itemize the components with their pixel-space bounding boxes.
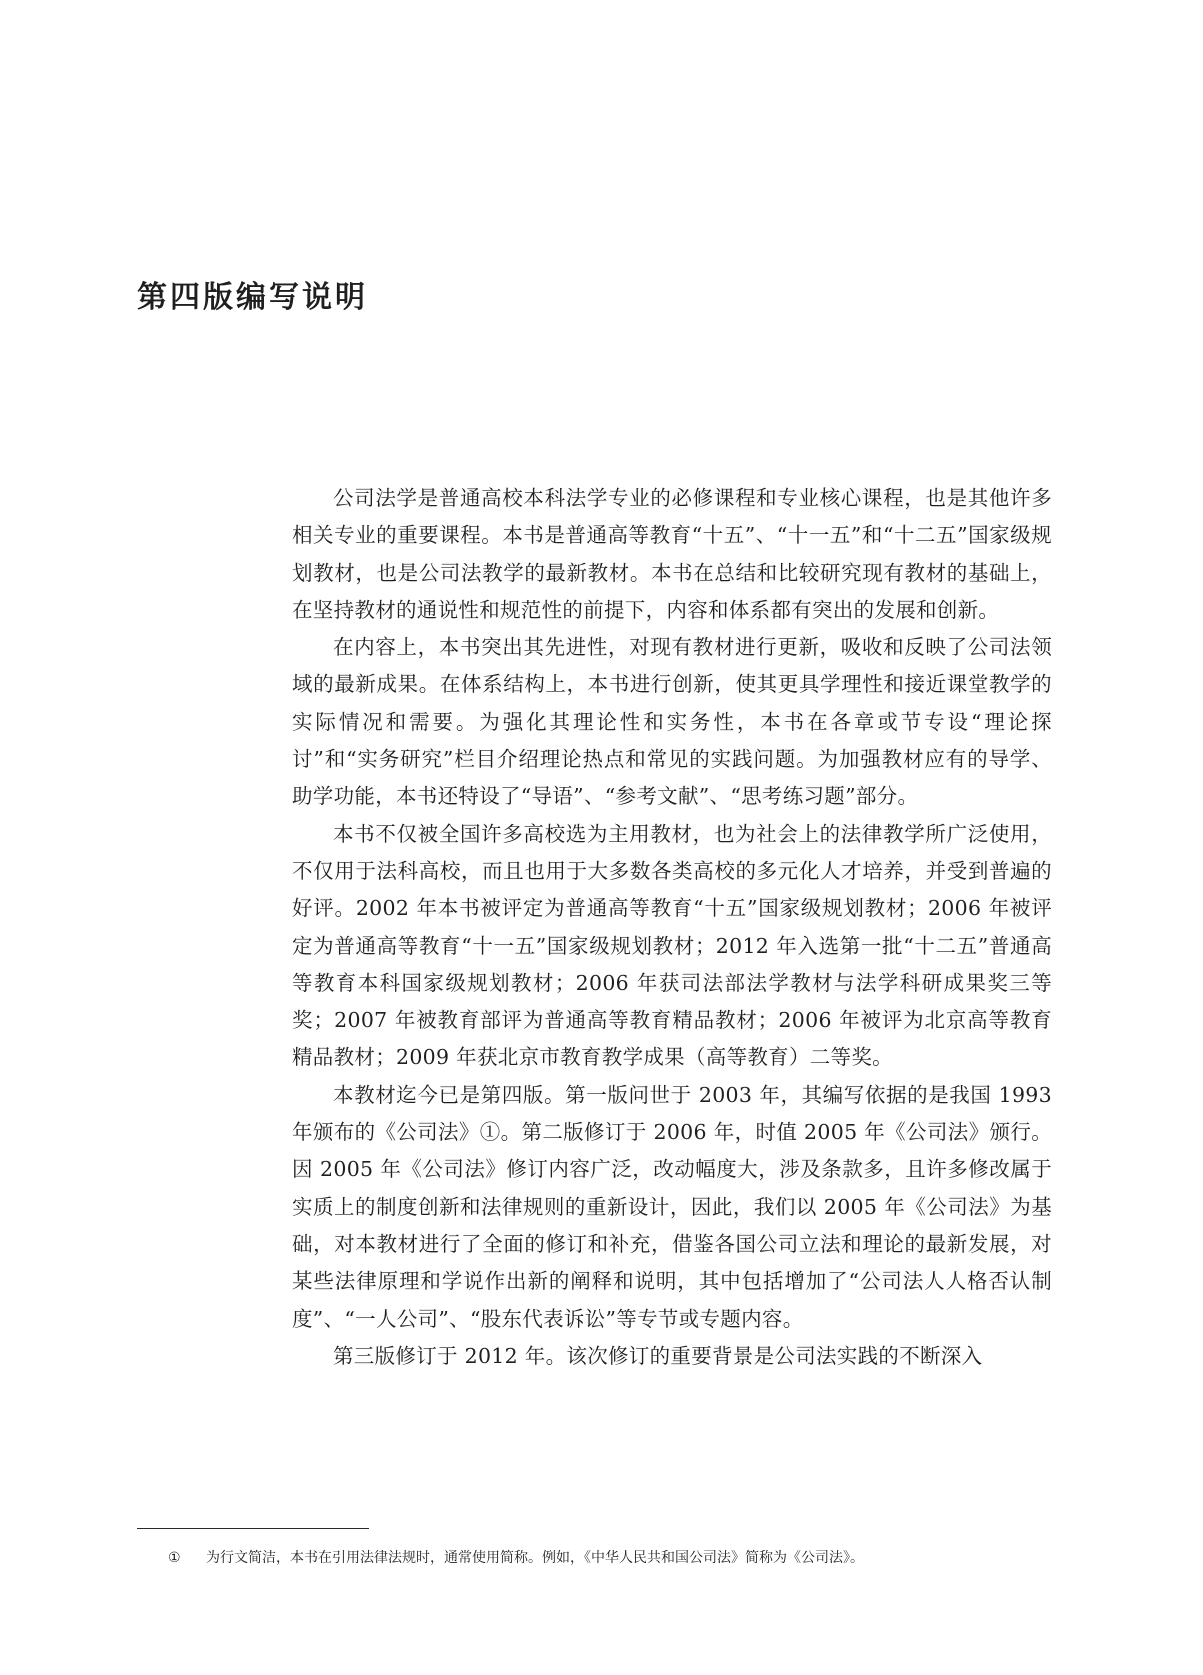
page-title: 第四版编写说明 [137, 280, 368, 315]
paragraph-5: 第三版修订于 2012 年。该次修订的重要背景是公司法实践的不断深入 [333, 1343, 983, 1368]
paragraph-1: 公司法学是普通高校本科法学专业的必修课程和专业核心课程，也是其他许多相关专业的重要课程。本书是普通高等教育“十五”、“十一五”和“十二五”国家级规划教材，也是公司法教学的最新教材。本书在总结和比较研究现有教材的基础上，在坚持教材的通说性和规范性的前提下，内容和体系都有突出的发展和创新。 [292, 486, 1052, 622]
paragraph-4: 本教材迄今已是第四版。第一版问世于 2003 年，其编写依据的是我国 1993 年颁布的《公司法》①。第二版修订于 2006 年，时值 2005 年《公司法》颁行。因 2005 年《公司法》修订内容广泛，改动幅度大，涉及条款多，且许多修改属于实质上的制度创新和法律规则的重新设计，因此，我们以 2005 年《公司法》为基础，对本教材进行了全面的修订和补充，借鉴各国公司立法和理论的最新发展，对某些法律原理和学说作出新的阐释和说明，其中包括增加了“公司法人人格否认制度”、“一人公司”、“股东代表诉讼”等专节或专题内容。 [292, 1082, 1052, 1331]
footnote-marker: ① [168, 1550, 181, 1566]
paragraph-3: 本书不仅被全国许多高校选为主用教材，也为社会上的法律教学所广泛使用，不仅用于法科高校，而且也用于大多数各类高校的多元化人才培养，并受到普遍的好评。2002 年本书被评定为普通高等教育“十五”国家级规划教材；2006 年被评定为普通高等教育“十一五”国家级规划教材；2012 年入选第一批“十二五”普通高等教育本科国家级规划教材；2006 年获司法部法学教材与法学科研成果奖三等奖；2007 年被教育部评为普通高等教育精品教材；2006 年被评为北京高等教育精品教材；2009 年获北京市教育教学成果（高等教育）二等奖。 [292, 821, 1052, 1070]
footnote-text: 为行文简洁，本书在引用法律法规时，通常使用简称。例如，《中华人民共和国公司法》简称为《公司法》。 [206, 1550, 864, 1566]
footnote [168, 1548, 1068, 1568]
footnote-divider [137, 1528, 369, 1529]
body-text [292, 480, 1052, 1375]
paragraph-2: 在内容上，本书突出其先进性，对现有教材进行更新，吸收和反映了公司法领域的最新成果。在体系结构上，本书进行创新，使其更具学理性和接近课堂教学的实际情况和需要。为强化其理论性和实务性，本书在各章或节专设“理论探讨”和“实务研究”栏目介绍理论热点和常见的实践问题。为加强教材应有的导学、助学功能，本书还特设了“导语”、“参考文献”、“思考练习题”部分。 [292, 635, 1052, 809]
